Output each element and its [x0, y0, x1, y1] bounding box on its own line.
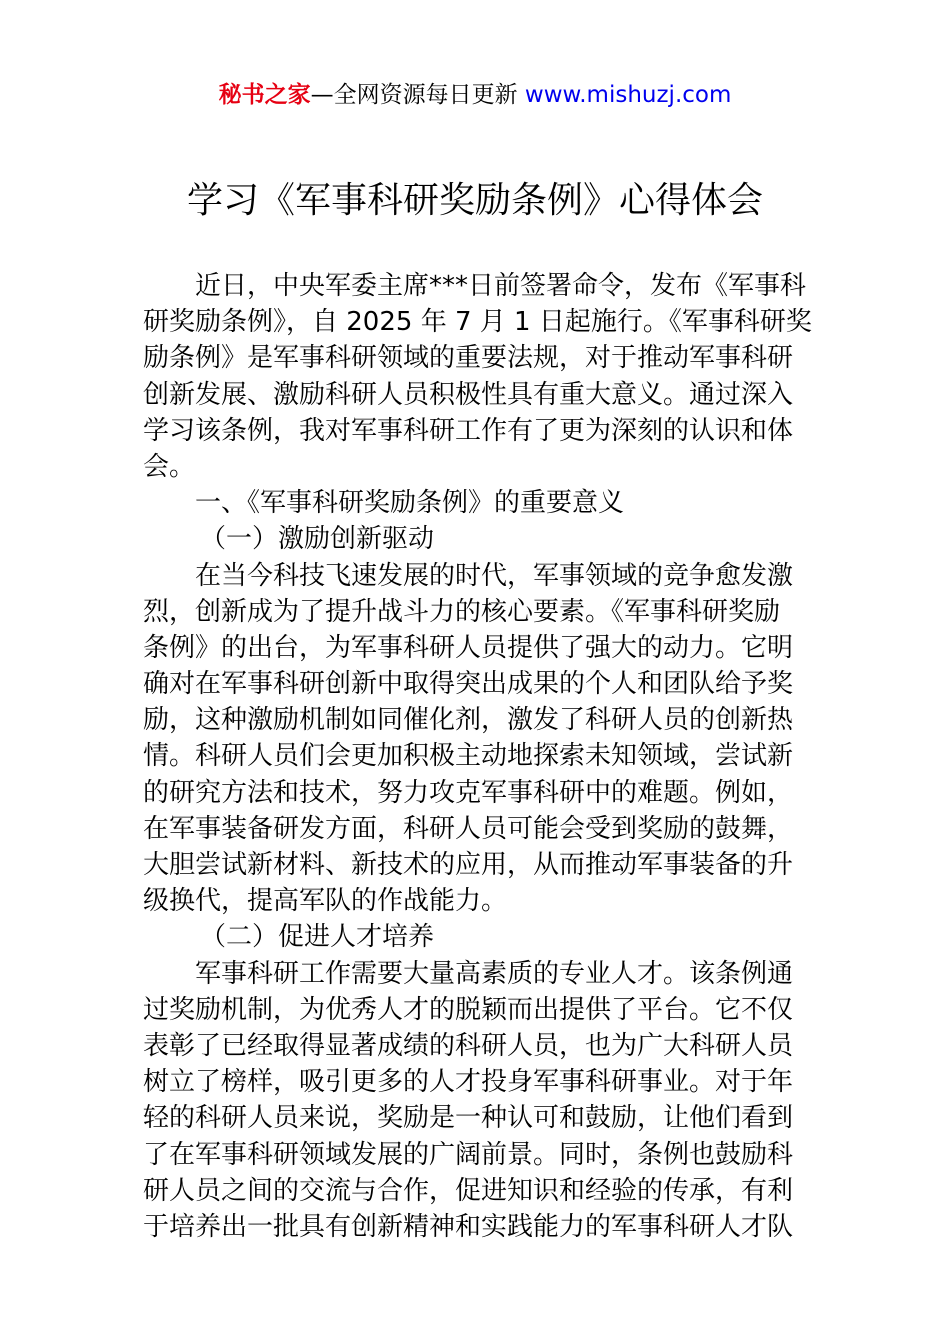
paragraph-line: 轻的科研人员来说，奖励是一种认可和鼓励，让他们看到 — [143, 1103, 794, 1134]
paragraph-line: 会。 — [143, 451, 196, 482]
paragraph-line: 了在军事科研领域发展的广阔前景。同时，条例也鼓励科 — [143, 1139, 794, 1170]
paragraph-line: 级换代，提高军队的作战能力。 — [143, 886, 508, 917]
section-heading: 一、《军事科研奖励条例》的重要意义 — [195, 488, 625, 519]
paragraph-line: 军事科研工作需要大量高素质的专业人才。该条例通 — [195, 958, 794, 989]
paragraph-line: 表彰了已经取得显著成绩的科研人员，也为广大科研人员 — [143, 1030, 794, 1061]
paragraph-line: 在当今科技飞速发展的时代，军事领域的竞争愈发激 — [195, 560, 794, 591]
site-header — [0, 78, 950, 112]
site-brand: 秘书之家 — [218, 82, 311, 108]
paragraph-line: 近日，中央军委主席***日前签署命令，发布《军事科 — [195, 271, 807, 301]
paragraph-line: 研人员之间的交流与合作，促进知识和经验的传承，有利 — [143, 1175, 794, 1206]
paragraph-line: 研奖励条例》，自 2025 年 7 月 1 日起施行。《军事科研奖 — [143, 307, 812, 338]
paragraph-line: 确对在军事科研创新中取得突出成果的个人和团队给予奖 — [143, 669, 794, 700]
paragraph-line: 大胆尝试新材料、新技术的应用，从而推动军事装备的升 — [143, 850, 794, 880]
paragraph-line: 烈，创新成为了提升战斗力的核心要素。《军事科研奖励 — [143, 596, 781, 627]
paragraph-line: 树立了榜样，吸引更多的人才投身军事科研事业。对于年 — [143, 1067, 794, 1098]
document-title: 学习《军事科研奖励条例》心得体会 — [186, 180, 763, 221]
paragraph-line: 励条例》是军事科研领域的重要法规，对于推动军事科研 — [143, 343, 794, 374]
subsection-heading: （一）激励创新驱动 — [200, 524, 435, 555]
site-tagline: —全网资源每日更新 — [310, 82, 525, 108]
paragraph-line: 在军事装备研发方面，科研人员可能会受到奖励的鼓舞， — [143, 813, 794, 844]
paragraph-line: 情。科研人员们会更加积极主动地探索未知领域，尝试新 — [143, 741, 794, 772]
paragraph-line: 的研究方法和技术，努力攻克军事科研中的难题。例如， — [143, 777, 794, 808]
document-body — [143, 268, 812, 1245]
paragraph-line: 励，这种激励机制如同催化剂，激发了科研人员的创新热 — [143, 705, 794, 736]
paragraph-line: 学习该条例，我对军事科研工作有了更为深刻的认识和体 — [143, 415, 794, 446]
site-url-link[interactable]: www.mishuzj.com — [524, 82, 732, 108]
paragraph-line: 创新发展、激励科研人员积极性具有重大意义。通过深入 — [143, 379, 794, 410]
subsection-heading: （二）促进人才培养 — [200, 922, 435, 953]
paragraph-line: 过奖励机制，为优秀人才的脱颖而出提供了平台。它不仅 — [143, 994, 794, 1025]
paragraph-line: 条例》的出台，为军事科研人员提供了强大的动力。它明 — [143, 632, 794, 663]
paragraph-line: 于培养出一批具有创新精神和实践能力的军事科研人才队 — [143, 1211, 794, 1242]
